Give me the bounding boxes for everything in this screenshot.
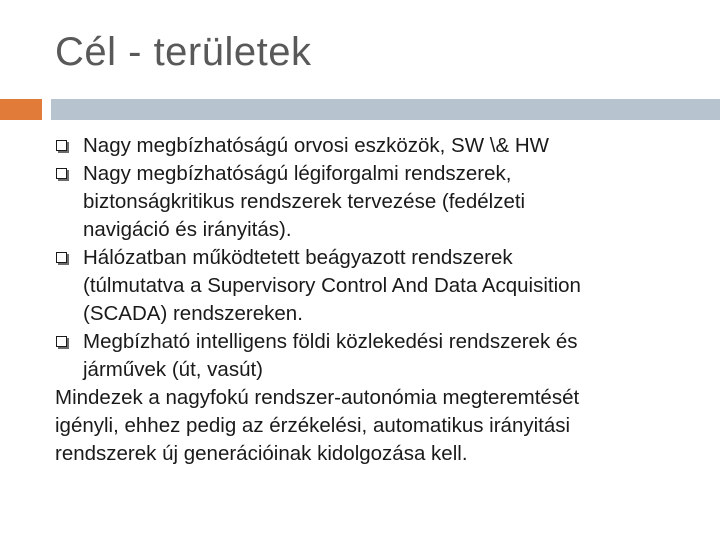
slide-body	[55, 132, 685, 468]
accent-bar	[0, 99, 42, 120]
hollow-square-bullet-icon	[56, 168, 67, 179]
bullet-item	[55, 244, 685, 328]
bullet-text: Nagy megbízhatóságú légiforgalmi rendszerek, biztonságkritikus rendszerek tervezése (fedélzeti navigáció és irányitás).	[83, 162, 526, 241]
bullet-item	[55, 328, 685, 384]
hollow-square-bullet-icon	[56, 140, 67, 151]
slide-title: Cél - területek	[55, 30, 312, 74]
bullet-text: Megbízható intelligens földi közlekedési rendszerek és járművek (út, vasút)	[83, 330, 578, 381]
hollow-square-bullet-icon	[56, 252, 67, 263]
bullet-text: Hálózatban működtetett beágyazott rendszerek (túlmutatva a Supervisory Control And Data Acquisition (SCADA) rendszereken.	[83, 246, 581, 325]
bullet-text: Nagy megbízhatóságú orvosi eszközök, SW \& HW	[83, 134, 549, 157]
bullet-item	[55, 132, 685, 160]
divider-bar	[51, 99, 720, 120]
bullet-item	[55, 160, 685, 244]
closing-paragraph: Mindezek a nagyfokú rendszer-autonómia megteremtését igényli, ehhez pedig az érzékelési, automatikus irányitási rendszerek új generációinak kidolgozása kell.	[55, 386, 580, 465]
hollow-square-bullet-icon	[56, 336, 67, 347]
